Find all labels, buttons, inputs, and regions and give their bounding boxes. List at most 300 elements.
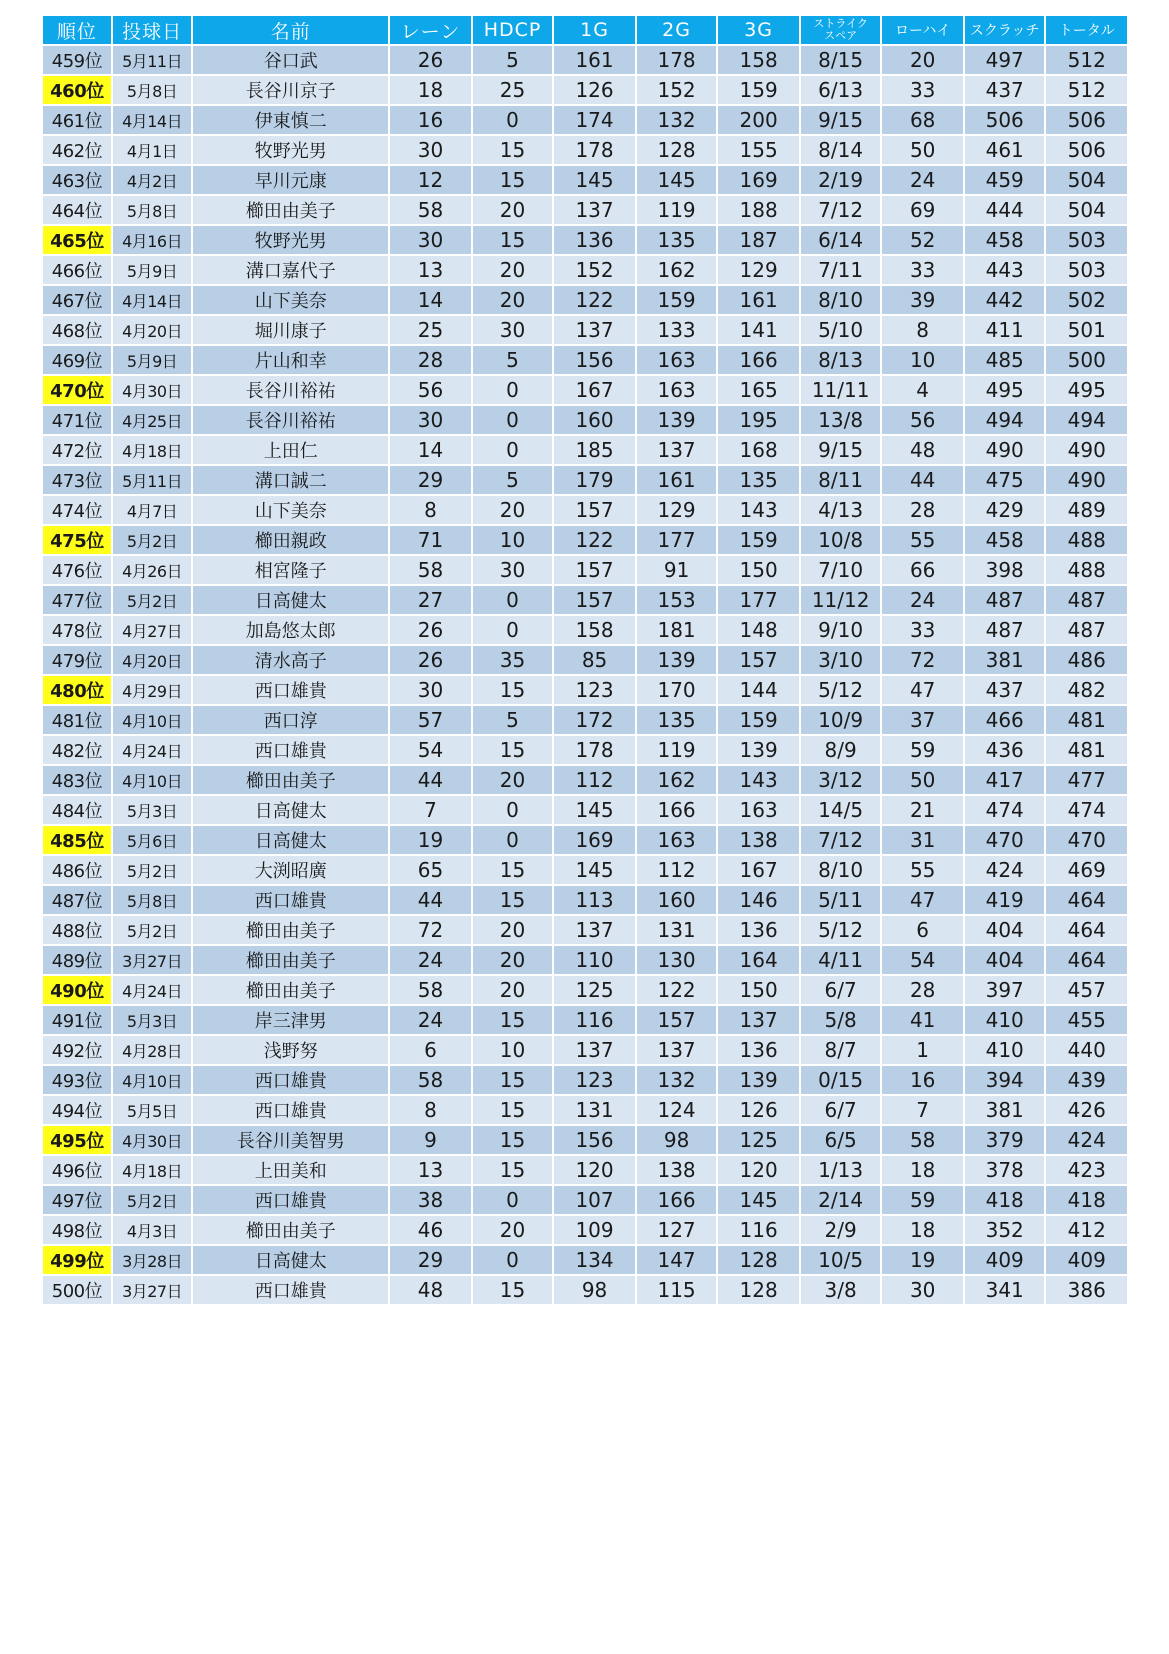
header-low-high: ローハイ: [882, 16, 965, 46]
cell-scratch: 410: [965, 1036, 1047, 1066]
cell-hdcp: 5: [473, 46, 555, 76]
cell-low-high: 18: [882, 1216, 965, 1246]
cell-scratch: 381: [965, 646, 1047, 676]
cell-game-1: 156: [554, 346, 637, 376]
cell-name: 相宮隆子: [193, 556, 390, 586]
table-row: [43, 226, 1127, 256]
cell-game-1: 174: [554, 106, 637, 136]
header-total: トータル: [1046, 16, 1127, 46]
cell-game-1: 145: [554, 796, 637, 826]
cell-scratch: 442: [965, 286, 1047, 316]
table-row: [43, 196, 1127, 226]
cell-low-high: 20: [882, 46, 965, 76]
cell-total: 470: [1046, 826, 1127, 856]
header-date: 投球日: [113, 16, 193, 46]
cell-name: 谷口武: [193, 46, 390, 76]
cell-hdcp: 35: [473, 646, 555, 676]
cell-low-high: 47: [882, 886, 965, 916]
cell-total: 469: [1046, 856, 1127, 886]
cell-scratch: 474: [965, 796, 1047, 826]
cell-total: 488: [1046, 526, 1127, 556]
cell-rank: 499位: [43, 1246, 113, 1276]
cell-scratch: 487: [965, 586, 1047, 616]
cell-lane: 24: [390, 1006, 473, 1036]
cell-game-2: 157: [637, 1006, 719, 1036]
cell-lane: 7: [390, 796, 473, 826]
cell-game-3: 164: [718, 946, 801, 976]
cell-hdcp: 15: [473, 1066, 555, 1096]
cell-lane: 58: [390, 196, 473, 226]
cell-hdcp: 15: [473, 1126, 555, 1156]
cell-game-1: 152: [554, 256, 637, 286]
cell-game-3: 150: [718, 556, 801, 586]
cell-date: 4月25日: [113, 406, 193, 436]
cell-rank: 472位: [43, 436, 113, 466]
ranking-table: [43, 16, 1127, 1306]
cell-strike-spare: 6/5: [801, 1126, 883, 1156]
cell-game-3: 141: [718, 316, 801, 346]
cell-name: 浅野努: [193, 1036, 390, 1066]
cell-strike-spare: 8/15: [801, 46, 883, 76]
table-row: [43, 1246, 1127, 1276]
cell-low-high: 28: [882, 976, 965, 1006]
cell-hdcp: 20: [473, 976, 555, 1006]
cell-lane: 27: [390, 586, 473, 616]
cell-lane: 25: [390, 316, 473, 346]
cell-date: 5月3日: [113, 796, 193, 826]
cell-date: 4月18日: [113, 1156, 193, 1186]
cell-name: 清水高子: [193, 646, 390, 676]
header-strike-spare: [801, 16, 883, 46]
cell-date: 5月11日: [113, 466, 193, 496]
cell-game-3: 165: [718, 376, 801, 406]
cell-hdcp: 0: [473, 1246, 555, 1276]
cell-hdcp: 5: [473, 346, 555, 376]
cell-total: 500: [1046, 346, 1127, 376]
cell-strike-spare: 5/8: [801, 1006, 883, 1036]
table-row: [43, 556, 1127, 586]
cell-scratch: 352: [965, 1216, 1047, 1246]
cell-rank: 490位: [43, 976, 113, 1006]
cell-game-3: 195: [718, 406, 801, 436]
cell-game-2: 128: [637, 136, 719, 166]
cell-hdcp: 15: [473, 886, 555, 916]
table-row: [43, 1036, 1127, 1066]
cell-hdcp: 15: [473, 1096, 555, 1126]
cell-name: 牧野光男: [193, 136, 390, 166]
cell-rank: 464位: [43, 196, 113, 226]
header-scratch: スクラッチ: [965, 16, 1047, 46]
cell-strike-spare: 1/13: [801, 1156, 883, 1186]
cell-hdcp: 20: [473, 946, 555, 976]
cell-name: 西口雄貴: [193, 1186, 390, 1216]
cell-game-3: 169: [718, 166, 801, 196]
table-row: [43, 466, 1127, 496]
cell-low-high: 37: [882, 706, 965, 736]
cell-date: 5月5日: [113, 1096, 193, 1126]
cell-strike-spare: 3/12: [801, 766, 883, 796]
cell-date: 3月28日: [113, 1246, 193, 1276]
cell-hdcp: 0: [473, 1186, 555, 1216]
cell-low-high: 54: [882, 946, 965, 976]
cell-game-2: 98: [637, 1126, 719, 1156]
cell-strike-spare: 6/14: [801, 226, 883, 256]
cell-total: 490: [1046, 466, 1127, 496]
cell-game-2: 152: [637, 76, 719, 106]
table-row: [43, 46, 1127, 76]
cell-hdcp: 15: [473, 676, 555, 706]
cell-game-2: 139: [637, 646, 719, 676]
cell-game-3: 136: [718, 1036, 801, 1066]
cell-rank: 481位: [43, 706, 113, 736]
cell-rank: 482位: [43, 736, 113, 766]
cell-name: 西口淳: [193, 706, 390, 736]
table-row: [43, 256, 1127, 286]
cell-hdcp: 0: [473, 796, 555, 826]
cell-strike-spare: 8/9: [801, 736, 883, 766]
cell-date: 4月30日: [113, 376, 193, 406]
cell-total: 512: [1046, 46, 1127, 76]
cell-game-1: 126: [554, 76, 637, 106]
cell-low-high: 8: [882, 316, 965, 346]
cell-rank: 496位: [43, 1156, 113, 1186]
cell-scratch: 394: [965, 1066, 1047, 1096]
cell-rank: 470位: [43, 376, 113, 406]
header-name: 名前: [193, 16, 390, 46]
cell-strike-spare: 10/5: [801, 1246, 883, 1276]
cell-game-3: 155: [718, 136, 801, 166]
cell-total: 503: [1046, 256, 1127, 286]
cell-total: 412: [1046, 1216, 1127, 1246]
cell-scratch: 417: [965, 766, 1047, 796]
cell-lane: 18: [390, 76, 473, 106]
cell-scratch: 490: [965, 436, 1047, 466]
cell-game-2: 147: [637, 1246, 719, 1276]
cell-game-2: 163: [637, 376, 719, 406]
cell-rank: 480位: [43, 676, 113, 706]
cell-game-1: 137: [554, 196, 637, 226]
cell-name: 堀川康子: [193, 316, 390, 346]
cell-name: 片山和幸: [193, 346, 390, 376]
cell-game-3: 159: [718, 526, 801, 556]
cell-name: 櫛田由美子: [193, 196, 390, 226]
cell-low-high: 6: [882, 916, 965, 946]
cell-name: 長谷川裕祐: [193, 406, 390, 436]
cell-strike-spare: 14/5: [801, 796, 883, 826]
table-row: [43, 736, 1127, 766]
table-row: [43, 136, 1127, 166]
cell-game-3: 146: [718, 886, 801, 916]
cell-date: 4月20日: [113, 316, 193, 346]
header-strike-label: ストライク: [813, 17, 868, 30]
cell-rank: 469位: [43, 346, 113, 376]
cell-total: 418: [1046, 1186, 1127, 1216]
cell-game-1: 178: [554, 136, 637, 166]
cell-lane: 30: [390, 676, 473, 706]
cell-name: 櫛田由美子: [193, 766, 390, 796]
cell-lane: 14: [390, 436, 473, 466]
cell-game-2: 112: [637, 856, 719, 886]
cell-low-high: 44: [882, 466, 965, 496]
cell-hdcp: 0: [473, 616, 555, 646]
cell-date: 4月16日: [113, 226, 193, 256]
table-body: [43, 46, 1127, 1306]
cell-strike-spare: 5/11: [801, 886, 883, 916]
cell-low-high: 47: [882, 676, 965, 706]
cell-name: 山下美奈: [193, 286, 390, 316]
cell-strike-spare: 6/7: [801, 1096, 883, 1126]
cell-scratch: 436: [965, 736, 1047, 766]
cell-strike-spare: 6/7: [801, 976, 883, 1006]
cell-strike-spare: 8/14: [801, 136, 883, 166]
cell-rank: 478位: [43, 616, 113, 646]
table-row: [43, 1126, 1127, 1156]
cell-hdcp: 15: [473, 166, 555, 196]
cell-hdcp: 0: [473, 436, 555, 466]
table-row: [43, 916, 1127, 946]
cell-game-1: 85: [554, 646, 637, 676]
cell-game-2: 162: [637, 256, 719, 286]
cell-total: 440: [1046, 1036, 1127, 1066]
cell-date: 4月14日: [113, 286, 193, 316]
cell-hdcp: 0: [473, 106, 555, 136]
cell-lane: 38: [390, 1186, 473, 1216]
cell-game-1: 156: [554, 1126, 637, 1156]
cell-game-3: 167: [718, 856, 801, 886]
cell-hdcp: 20: [473, 496, 555, 526]
cell-scratch: 381: [965, 1096, 1047, 1126]
cell-total: 386: [1046, 1276, 1127, 1306]
cell-hdcp: 25: [473, 76, 555, 106]
cell-strike-spare: 8/10: [801, 856, 883, 886]
cell-strike-spare: 11/11: [801, 376, 883, 406]
cell-lane: 65: [390, 856, 473, 886]
cell-date: 4月18日: [113, 436, 193, 466]
cell-name: 山下美奈: [193, 496, 390, 526]
table-row: [43, 1006, 1127, 1036]
cell-lane: 26: [390, 616, 473, 646]
cell-rank: 484位: [43, 796, 113, 826]
cell-lane: 13: [390, 1156, 473, 1186]
cell-total: 495: [1046, 376, 1127, 406]
cell-name: 早川元康: [193, 166, 390, 196]
cell-game-1: 157: [554, 496, 637, 526]
cell-scratch: 419: [965, 886, 1047, 916]
cell-rank: 495位: [43, 1126, 113, 1156]
cell-strike-spare: 2/9: [801, 1216, 883, 1246]
cell-game-2: 133: [637, 316, 719, 346]
cell-date: 4月20日: [113, 646, 193, 676]
cell-lane: 46: [390, 1216, 473, 1246]
cell-name: 櫛田由美子: [193, 1216, 390, 1246]
cell-total: 487: [1046, 586, 1127, 616]
cell-low-high: 48: [882, 436, 965, 466]
cell-rank: 498位: [43, 1216, 113, 1246]
cell-game-1: 125: [554, 976, 637, 1006]
cell-low-high: 69: [882, 196, 965, 226]
table-row: [43, 376, 1127, 406]
cell-hdcp: 0: [473, 376, 555, 406]
cell-low-high: 28: [882, 496, 965, 526]
cell-low-high: 30: [882, 1276, 965, 1306]
cell-game-3: 128: [718, 1246, 801, 1276]
cell-game-2: 178: [637, 46, 719, 76]
cell-rank: 489位: [43, 946, 113, 976]
cell-rank: 486位: [43, 856, 113, 886]
cell-total: 503: [1046, 226, 1127, 256]
table-row: [43, 766, 1127, 796]
cell-game-2: 138: [637, 1156, 719, 1186]
cell-game-1: 145: [554, 166, 637, 196]
cell-game-2: 119: [637, 736, 719, 766]
cell-total: 424: [1046, 1126, 1127, 1156]
cell-lane: 56: [390, 376, 473, 406]
cell-game-1: 109: [554, 1216, 637, 1246]
cell-total: 474: [1046, 796, 1127, 826]
cell-name: 日高健太: [193, 796, 390, 826]
cell-date: 4月29日: [113, 676, 193, 706]
cell-game-2: 139: [637, 406, 719, 436]
cell-game-1: 134: [554, 1246, 637, 1276]
cell-game-3: 166: [718, 346, 801, 376]
cell-game-1: 123: [554, 676, 637, 706]
cell-date: 5月8日: [113, 196, 193, 226]
cell-game-3: 159: [718, 76, 801, 106]
table-row: [43, 796, 1127, 826]
cell-lane: 44: [390, 766, 473, 796]
cell-strike-spare: 9/15: [801, 106, 883, 136]
cell-game-3: 187: [718, 226, 801, 256]
header-game-1: 1G: [554, 16, 637, 46]
cell-name: 溝口誠二: [193, 466, 390, 496]
header-hdcp: HDCP: [473, 16, 555, 46]
cell-name: 日高健太: [193, 1246, 390, 1276]
cell-low-high: 33: [882, 616, 965, 646]
cell-date: 5月11日: [113, 46, 193, 76]
cell-date: 5月2日: [113, 916, 193, 946]
cell-total: 482: [1046, 676, 1127, 706]
cell-lane: 9: [390, 1126, 473, 1156]
cell-total: 455: [1046, 1006, 1127, 1036]
cell-rank: 463位: [43, 166, 113, 196]
cell-date: 3月27日: [113, 1276, 193, 1306]
cell-game-1: 137: [554, 316, 637, 346]
cell-low-high: 21: [882, 796, 965, 826]
cell-scratch: 461: [965, 136, 1047, 166]
cell-rank: 468位: [43, 316, 113, 346]
cell-scratch: 443: [965, 256, 1047, 286]
cell-game-2: 181: [637, 616, 719, 646]
cell-strike-spare: 9/15: [801, 436, 883, 466]
cell-scratch: 424: [965, 856, 1047, 886]
cell-strike-spare: 7/12: [801, 826, 883, 856]
cell-hdcp: 15: [473, 136, 555, 166]
cell-game-1: 113: [554, 886, 637, 916]
cell-low-high: 18: [882, 1156, 965, 1186]
cell-hdcp: 30: [473, 316, 555, 346]
cell-rank: 488位: [43, 916, 113, 946]
cell-hdcp: 15: [473, 856, 555, 886]
cell-scratch: 494: [965, 406, 1047, 436]
cell-strike-spare: 2/19: [801, 166, 883, 196]
cell-lane: 48: [390, 1276, 473, 1306]
cell-strike-spare: 5/12: [801, 916, 883, 946]
cell-total: 423: [1046, 1156, 1127, 1186]
cell-game-2: 130: [637, 946, 719, 976]
cell-scratch: 437: [965, 676, 1047, 706]
cell-hdcp: 0: [473, 586, 555, 616]
cell-game-3: 125: [718, 1126, 801, 1156]
cell-name: 伊東慎二: [193, 106, 390, 136]
cell-lane: 29: [390, 1246, 473, 1276]
cell-strike-spare: 10/8: [801, 526, 883, 556]
cell-strike-spare: 0/15: [801, 1066, 883, 1096]
cell-low-high: 50: [882, 136, 965, 166]
table-row: [43, 496, 1127, 526]
cell-game-1: 107: [554, 1186, 637, 1216]
cell-game-3: 158: [718, 46, 801, 76]
cell-game-1: 178: [554, 736, 637, 766]
cell-rank: 460位: [43, 76, 113, 106]
cell-hdcp: 20: [473, 196, 555, 226]
cell-hdcp: 30: [473, 556, 555, 586]
cell-date: 5月2日: [113, 586, 193, 616]
cell-hdcp: 10: [473, 526, 555, 556]
table-header: [43, 16, 1127, 46]
cell-game-3: 177: [718, 586, 801, 616]
cell-scratch: 409: [965, 1246, 1047, 1276]
table-row: [43, 586, 1127, 616]
cell-game-3: 200: [718, 106, 801, 136]
table-row: [43, 166, 1127, 196]
cell-game-2: 166: [637, 796, 719, 826]
cell-date: 5月8日: [113, 76, 193, 106]
cell-name: 西口雄貴: [193, 736, 390, 766]
cell-scratch: 470: [965, 826, 1047, 856]
cell-name: 上田仁: [193, 436, 390, 466]
cell-date: 5月3日: [113, 1006, 193, 1036]
cell-low-high: 24: [882, 166, 965, 196]
cell-game-3: 188: [718, 196, 801, 226]
cell-game-1: 131: [554, 1096, 637, 1126]
cell-game-1: 160: [554, 406, 637, 436]
cell-lane: 8: [390, 496, 473, 526]
cell-scratch: 458: [965, 526, 1047, 556]
cell-name: 西口雄貴: [193, 886, 390, 916]
table-row: [43, 616, 1127, 646]
cell-game-2: 170: [637, 676, 719, 706]
cell-rank: 462位: [43, 136, 113, 166]
cell-name: 長谷川裕祐: [193, 376, 390, 406]
cell-low-high: 66: [882, 556, 965, 586]
cell-rank: 459位: [43, 46, 113, 76]
cell-rank: 465位: [43, 226, 113, 256]
cell-game-3: 126: [718, 1096, 801, 1126]
cell-game-3: 144: [718, 676, 801, 706]
cell-game-1: 112: [554, 766, 637, 796]
cell-lane: 16: [390, 106, 473, 136]
cell-game-1: 137: [554, 916, 637, 946]
cell-name: 櫛田由美子: [193, 946, 390, 976]
cell-rank: 466位: [43, 256, 113, 286]
cell-game-2: 127: [637, 1216, 719, 1246]
cell-low-high: 39: [882, 286, 965, 316]
cell-scratch: 497: [965, 46, 1047, 76]
cell-total: 502: [1046, 286, 1127, 316]
cell-low-high: 33: [882, 76, 965, 106]
cell-strike-spare: 3/10: [801, 646, 883, 676]
cell-hdcp: 20: [473, 256, 555, 286]
